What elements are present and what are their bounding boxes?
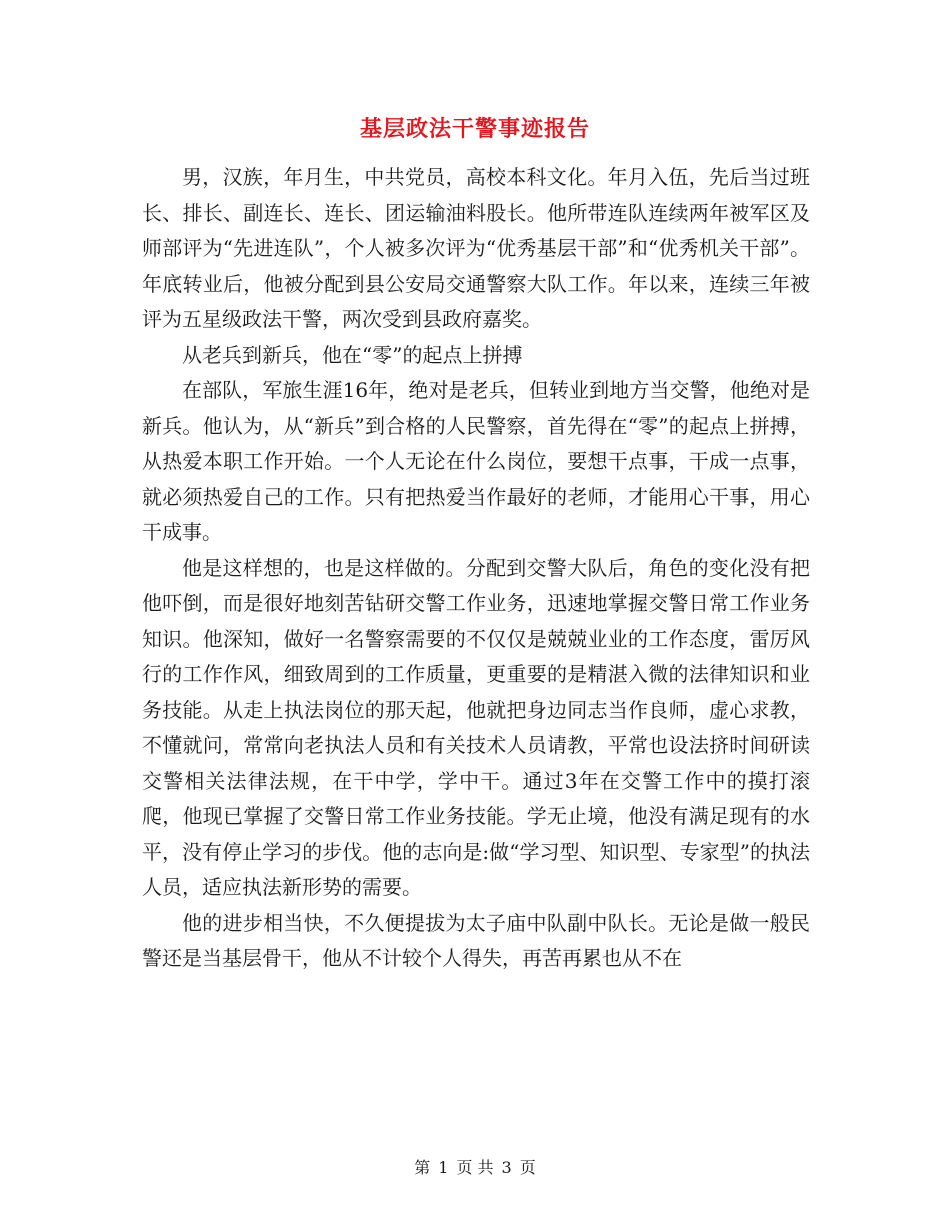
paragraph-intro: 男，汉族，年月生，中共党员，高校本科文化。年月入伍，先后当过班长、排长、副连长、连长、团运输油料股长。他所带连队连续两年被军区及师部评为“先进连队”，个人被多次评为“优秀基层干部”和“优秀机关干部”。年底转业后，他被分配到县公安局交通警察大队工作。年以来，连续三年被评为五星级政法干警，两次受到县政府嘉奖。 [142, 165, 810, 331]
page-total: 3 [501, 1158, 512, 1177]
document-body [142, 160, 810, 977]
page-number: 1 [438, 1158, 449, 1177]
paragraph-study: 他是这样想的，也是这样做的。分配到交警大队后，角色的变化没有把他吓倒，而是很好地刻苦钻研交警工作业务，迅速地掌握交警日常工作业务知识。他深知，做好一名警察需要的不仅仅是兢兢业业的工作态度，雷厉风行的工作作风，细致周到的工作质量，更重要的是精湛入微的法律知识和业务技能。从走上执法岗位的那天起，他就把身边同志当作良师，虚心求教，不懂就问，常常向老执法人员和有关技术人员请教，平常也设法挤时间研读交警相关法律法规，在干中学，学中干。通过3年在交警工作中的摸打滚爬，他现已掌握了交警日常工作业务技能。学无止境，他没有满足现有的水平，没有停止学习的步伐。他的志向是:做“学习型、知识型、专家型”的执法人员，适应执法新形势的需要。 [142, 555, 810, 899]
page-footer [0, 1155, 950, 1178]
paragraph-new-soldier: 在部队，军旅生涯16年，绝对是老兵，但转业到地方当交警，他绝对是新兵。他认为，从“新兵”到合格的人民警察，首先得在“零”的起点上拼搏，从热爱本职工作开始。一个人无论在什么岗位，要想干点事，干成一点事，就必须热爱自己的工作。只有把热爱当作最好的老师，才能用心干事，用心干成事。 [142, 378, 810, 544]
section-heading: 从老兵到新兵，他在“零”的起点上拼搏 [182, 342, 523, 367]
paragraph-promotion: 他的进步相当快，不久便提拔为太子庙中队副中队长。无论是做一般民警还是当基层骨干，他从不计较个人得失，再苦再累也从不在 [142, 910, 810, 970]
document-title: 基层政法干警事迹报告 [359, 116, 590, 142]
page-middle: 页 共 [456, 1158, 494, 1177]
page-suffix: 页 [519, 1158, 536, 1177]
page-prefix: 第 [414, 1158, 431, 1177]
